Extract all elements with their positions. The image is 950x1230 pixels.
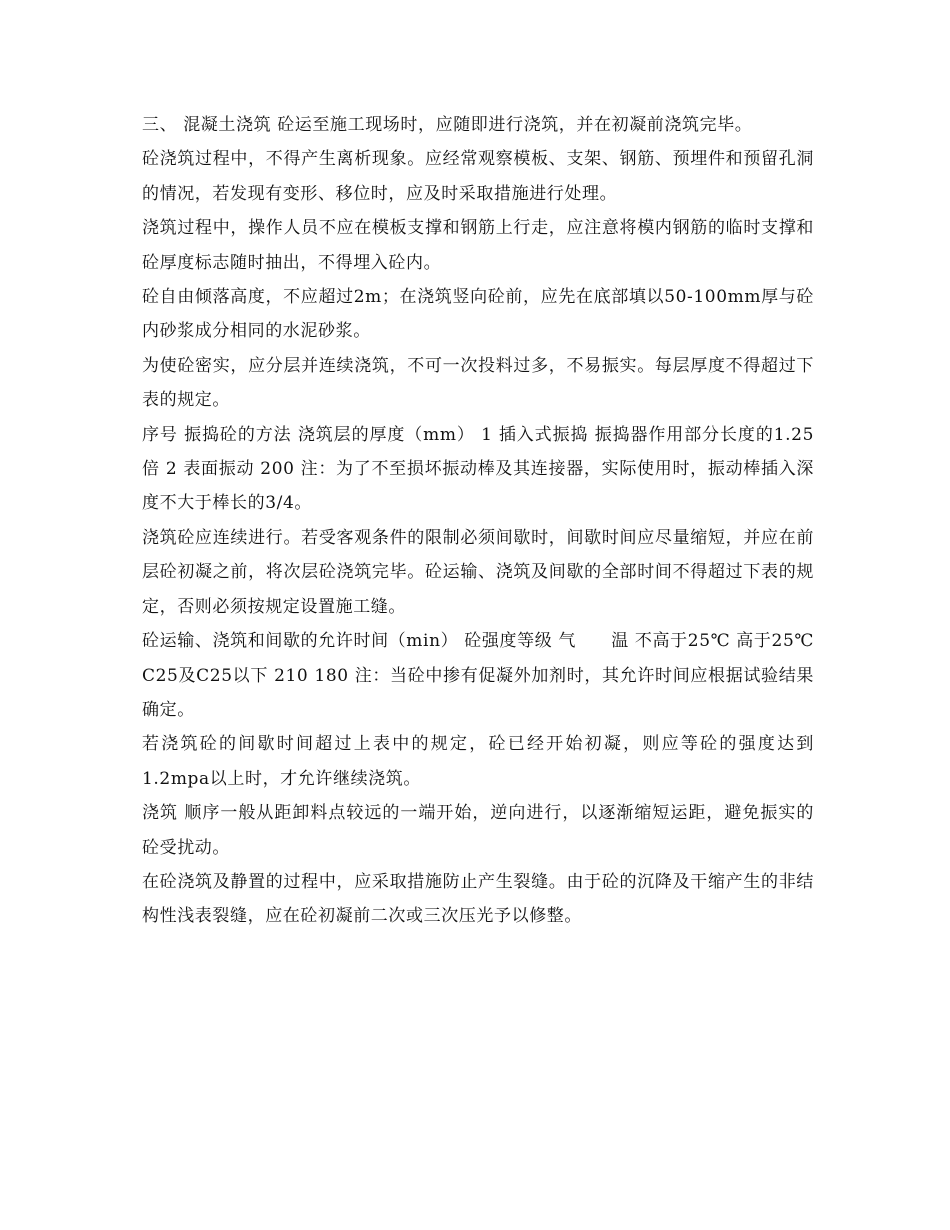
paragraph-layered-pouring: 为使砼密实，应分层并连续浇筑，不可一次投料过多，不易振实。每层厚度不得超过下表的规定。 bbox=[142, 355, 814, 411]
paragraph-segregation: 砼浇筑过程中，不得产生离析现象。应经常观察模板、支架、钢筋、预埋件和预留孔洞的情况，若发现有变形、移位时，应及时采取措施进行处理。 bbox=[142, 149, 814, 204]
paragraph-pouring-sequence: 浇筑 顺序一般从距卸料点较远的一端开始，逆向进行，以逐渐缩短运距，避免振实的砼受扰动。 bbox=[142, 803, 814, 858]
paragraph-operators: 浇筑过程中，操作人员不应在模板支撑和钢筋上行走，应注意将模内钢筋的临时支撑和砼厚度标志随时抽出，不得埋入砼内。 bbox=[142, 218, 814, 273]
paragraph-crack-prevention: 在砼浇筑及静置的过程中，应采取措施防止产生裂缝。由于砼的沉降及干缩产生的非结构性浅表裂缝，应在砼初凝前二次或三次压光予以修整。 bbox=[142, 871, 814, 927]
paragraph-concrete-pouring-heading: 三、 混凝土浇筑 砼运至施工现场时，应随即进行浇筑，并在初凝前浇筑完毕。 bbox=[142, 115, 753, 135]
paragraph-vibration-table: 序号 振捣砼的方法 浇筑层的厚度（mm） 1 插入式振捣 振捣器作用部分长度的1.25倍 2 表面振动 200 注：为了不至损坏振动棒及其连接器，实际使用时，振动棒插入深度不大于棒长的3/4。 bbox=[142, 424, 814, 514]
paragraph-continuous-pouring: 浇筑砼应连续进行。若受客观条件的限制必须间歇时，间歇时间应尽量缩短，并应在前层砼初凝之前，将次层砼浇筑完毕。砼运输、浇筑及间歇的全部时间不得超过下表的规定，否则必须按规定设置施工缝。 bbox=[142, 527, 814, 617]
document-body bbox=[142, 108, 821, 934]
paragraph-allowed-time-table: 砼运输、浇筑和间歇的允许时间（min） 砼强度等级 气 温 不高于25℃ 高于25℃ C25及C25以下 210 180 注：当砼中掺有促凝外加剂时，其允许时间应根据试验结果确定。 bbox=[142, 631, 821, 720]
paragraph-initial-set: 若浇筑砼的间歇时间超过上表中的规定，砼已经开始初凝，则应等砼的强度达到1.2mpa以上时，才允许继续浇筑。 bbox=[142, 734, 814, 789]
paragraph-free-fall-height: 砼自由倾落高度，不应超过2m；在浇筑竖向砼前，应先在底部填以50-100mm厚与砼内砂浆成分相同的水泥砂浆。 bbox=[142, 287, 814, 342]
